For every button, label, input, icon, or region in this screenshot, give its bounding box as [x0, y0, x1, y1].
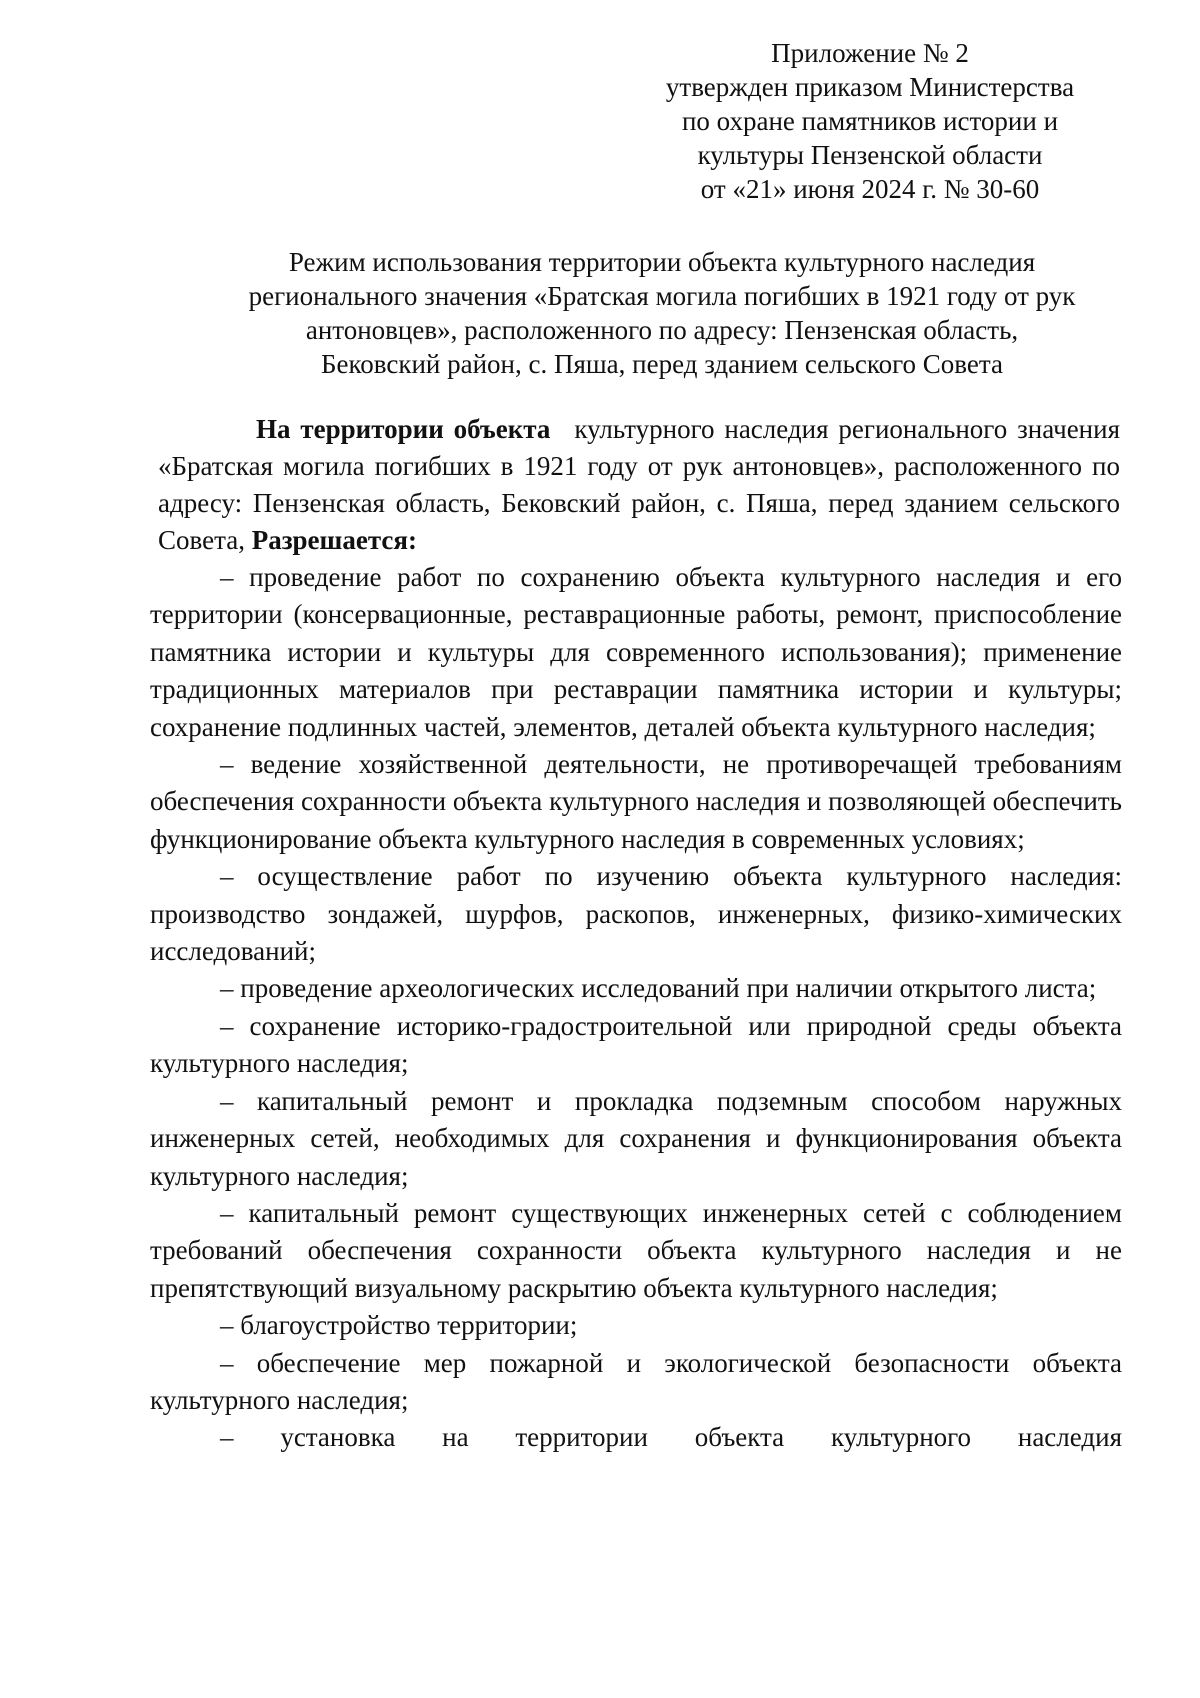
intro-text [158, 411, 1120, 559]
list-item: – проведение археологических исследований при наличии открытого листа; [220, 973, 1097, 1004]
document-title [160, 245, 1164, 381]
appendix-approval: утвержден приказом Министерства [665, 72, 1075, 102]
intro-body: культурного наследия регионального значения «Братская могила погибших в 1921 году от рук антоновцев», расположенного по адресу: Пензенская область, Бековский район, с. Пяша, перед зданием сельского Совета, [158, 414, 1120, 555]
list-item: – обеспечение мер пожарной и экологической безопасности объекта культурного наследия; [150, 1347, 1122, 1415]
appendix-region: культуры Пензенской области [697, 140, 1043, 170]
title-line: регионального значения «Братская могила погибших в 1921 году от рук [248, 281, 1076, 311]
title-line: Бековский район, с. Пяша, перед зданием сельского Совета [321, 349, 1003, 379]
list-item: – установка на территории объекта культурного наследия [220, 1422, 1122, 1453]
appendix-ministry: по охране памятников истории и [681, 106, 1059, 136]
intro-permitted-label: Разрешается: [251, 525, 417, 555]
appendix-date: от «21» июня 2024 г. № 30-60 [700, 174, 1040, 204]
title-line: антоновцев», расположенного по адресу: Пензенская область, [305, 315, 1019, 345]
list-item: – осуществление работ по изучению объекта культурного наследия: производство зондажей, шурфов, раскопов, инженерных, физико-химических исследований; [150, 861, 1122, 967]
intro-paragraph [158, 411, 1120, 559]
permitted-activities-list [150, 559, 1122, 1457]
list-item: – благоустройство территории; [220, 1310, 578, 1341]
list-item: – капитальный ремонт существующих инженерных сетей с соблюдением требований обеспечения сохранности объекта культурного наследия и не препятствующий визуальному раскрытию объекта культурного наследия; [150, 1197, 1122, 1303]
appendix-header [600, 36, 1140, 206]
list-item: – сохранение историко-градостроительной или природной среды объекта культурного наследия; [150, 1010, 1122, 1079]
list-item: – проведение работ по сохранению объекта культурного наследия и его территории (консервационные, реставрационные работы, ремонт, приспособление памятника истории и культуры для современного использования); применение традиционных материалов при реставрации памятника истории и культуры; сохранение подлинных частей, элементов, деталей объекта культурного наследия; [150, 562, 1122, 742]
list-item: – ведение хозяйственной деятельности, не противоречащей требованиям обеспечения сохранности объекта культурного наследия и позволяющей обеспечить функционирование объекта культурного наследия в современных условиях; [150, 749, 1122, 854]
appendix-number: Приложение № 2 [771, 38, 969, 68]
list-item: – капитальный ремонт и прокладка подземным способом наружных инженерных сетей, необходимых для сохранения и функционирования объекта культурного наследия; [150, 1085, 1122, 1191]
title-line: Режим использования территории объекта культурного наследия [288, 247, 1036, 277]
intro-bold-start: На территории объекта [256, 414, 551, 444]
